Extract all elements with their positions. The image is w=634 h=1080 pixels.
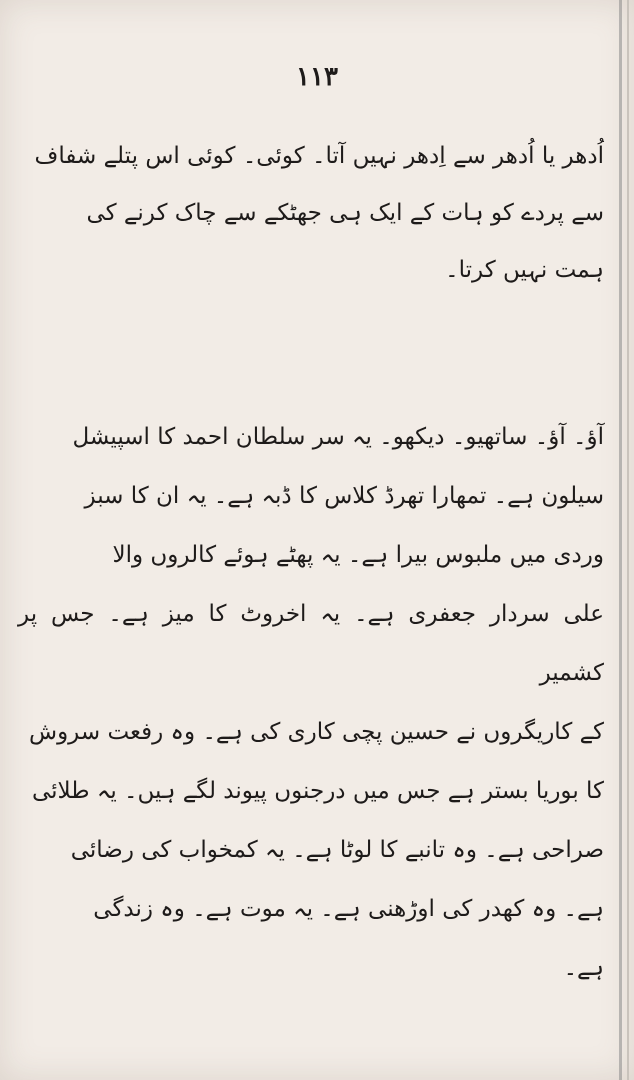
paragraph-1: اُدھر یا اُدھر سے اِدھر نہیں آتا۔ کوئی۔ کوئی اس پتلے شفاف سے پردے کو ہات کے ایک ہی جھٹکے سے چاک کرنے کی ہمت نہیں کرتا۔ <box>34 143 604 283</box>
paragraph-2: آؤ۔ آؤ۔ ساتھیو۔ دیکھو۔ یہ سر سلطان احمد کا اسپیشل سیلون ہے۔ تمھارا تھرڈ کلاس کا ڈبہ ہے۔ یہ ان کا سبز وردی میں ملبوس بیرا ہے۔ یہ پھٹے ہوئے کالروں والا علی سردار جعفری ہے۔ یہ اخروٹ کا میز ہے۔ جس پر کشمیر کے کاریگروں نے حسین پچی کاری کی ہے۔ وہ رفعت سروش کا بوریا بستر ہے جس میں درجنوں پیوند لگے ہیں۔ یہ طلائی صراحی ہے۔ وہ تانبے کا لوٹا ہے۔ یہ کمخواب کی رضائی ہے۔ وہ کھدر کی اوڑھنی ہے۔ یہ موت ہے۔ وہ زندگی ہے۔ <box>18 424 604 981</box>
page-number: ۱۱۳ <box>296 62 338 92</box>
page-binding-edge <box>619 0 622 1080</box>
page-binding-edge-inner <box>627 0 629 1080</box>
